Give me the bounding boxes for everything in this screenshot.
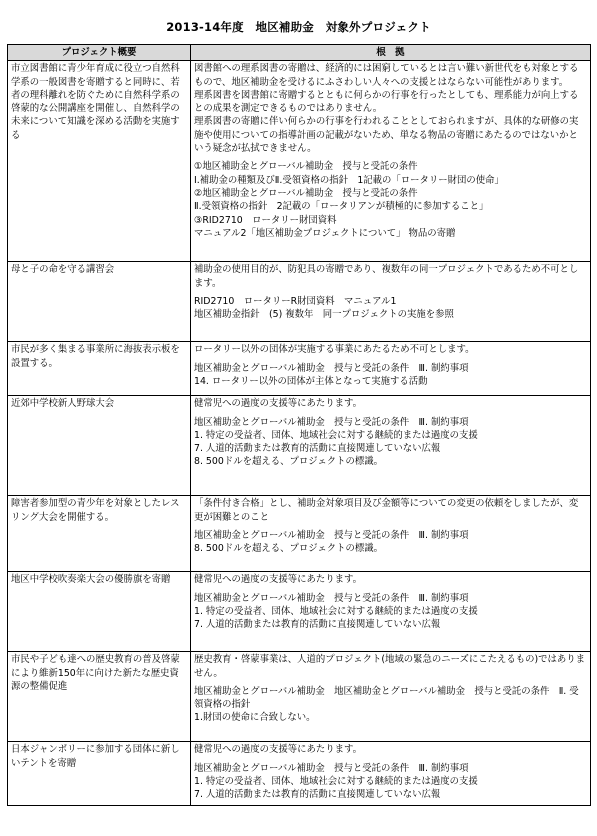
reason-line: 8. 500ドルを超える、プロジェクトの標識。 — [194, 456, 384, 468]
reason-line: 地区補助金とグローバル補助金 授与と受託の条件 Ⅲ. 制約事項 — [194, 592, 469, 604]
table-row — [8, 61, 591, 262]
reason-line: 健常児への過度の支援等にあたります。 — [194, 744, 363, 756]
reason-line: ③RID2710 ロータリー財団資料 — [194, 214, 337, 226]
reason-cell — [191, 742, 591, 806]
table-header-row — [8, 45, 591, 61]
table-row — [8, 396, 591, 496]
reason-cell — [191, 572, 591, 652]
reason-line: 7. 人道的活動または教育的活動に直接関連していない広報 — [194, 789, 441, 801]
reason-cell — [191, 496, 591, 572]
reason-cell — [191, 342, 591, 396]
reason-line: 地区補助金指針 (5) 複数年 同一プロジェクトの実施を参照 — [194, 309, 454, 321]
projects-table — [7, 44, 591, 806]
project-summary-cell: 障害者参加型の青少年を対象としたレスリング大会を開催する。 — [8, 496, 191, 572]
reason-line: 地区補助金とグローバル補助金 授与と受託の条件 Ⅲ. 制約事項 — [194, 529, 469, 541]
reason-line: 7. 人道的活動または教育的活動に直接関連していない広報 — [194, 443, 441, 455]
page-title: 2013-14年度 地区補助金 対象外プロジェクト — [166, 20, 431, 34]
table-row — [8, 652, 591, 742]
reason-line: 歴史教育・啓蒙事業は、人道的プロジェクト(地域の緊急のニーズにこたえるもの)ではありません。 — [194, 654, 586, 679]
header-project: プロジェクト概要 — [8, 45, 191, 61]
table-row — [8, 572, 591, 652]
table-row — [8, 342, 591, 396]
reason-line: 地区補助金とグローバル補助金 授与と受託の条件 Ⅲ. 制約事項 — [194, 762, 469, 774]
reason-line: ②地区補助金とグローバル補助金 授与と受託の条件 — [194, 187, 418, 199]
reason-line: RID2710 ロータリーR財団資料 マニュアル1 — [194, 295, 397, 307]
project-summary-cell: 市民や子ども達への歴史教育の普及啓蒙により維新150年に向けた新たな歴史資源の整備促進 — [8, 652, 191, 742]
table-row — [8, 262, 591, 342]
reason-line: 「条件付き合格」とし、補助金対象項目及び金額等についての変更の依頼をしましたが、変更が困難とのこと — [194, 498, 579, 523]
reason-line: マニュアル2「地区補助金プロジェクトについて」 物品の寄贈 — [194, 227, 456, 239]
reason-line: 地区補助金とグローバル補助金 授与と受託の条件 Ⅲ. 制約事項 — [194, 416, 469, 428]
reason-line: 7. 人道的活動または教育的活動に直接関連していない広報 — [194, 619, 441, 631]
reason-line: 14. ロータリー以外の団体が主体となって実施する活動 — [194, 375, 428, 387]
project-summary-cell: 近郊中学校新人野球大会 — [8, 396, 191, 496]
reason-line: 健常児への過度の支援等にあたります。 — [194, 574, 363, 586]
reason-line: 1. 特定の受益者、団体、地域社会に対する継続的または過度の支援 — [194, 605, 478, 617]
reason-line: ロータリー以外の団体が実施する事業にあたるため不可とします。 — [194, 344, 475, 356]
reason-line: 理系図書を図書館に寄贈するとともに何らかの行事を行ったとしても、理系能力が向上するとの成果を測定できるものではありません。 — [194, 89, 579, 115]
header-reason: 根 拠 — [191, 45, 591, 61]
table-row — [8, 496, 591, 572]
reason-line: Ⅰ.補助金の種類及びⅡ.受領資格の指針 1記載の「ロータリー財団の使命」 — [194, 174, 504, 186]
reason-line: 1. 特定の受益者、団体、地域社会に対する継続的または過度の支援 — [194, 775, 478, 787]
reason-cell — [191, 652, 591, 742]
reason-line: ①地区補助金とグローバル補助金 授与と受託の条件 — [194, 161, 418, 173]
project-summary-cell: 地区中学校吹奏楽大会の優勝旗を寄贈 — [8, 572, 191, 652]
reason-cell — [191, 61, 591, 262]
project-summary-cell: 日本ジャンボリーに参加する団体に新しいテントを寄贈 — [8, 742, 191, 806]
project-summary-cell: 市立図書館に青少年育成に役立つ自然科学系の一般図書を寄贈すると同時に、若者の理科離れを防ぐために自然科学系の啓蒙的な公開講座を開催し、自然科学の未来について知識を深める活動を実施する — [8, 61, 191, 262]
reason-line: 8. 500ドルを超える、プロジェクトの標識。 — [194, 543, 384, 555]
reason-cell — [191, 396, 591, 496]
table-row — [8, 742, 591, 806]
reason-line: 地区補助金とグローバル補助金 地区補助金とグローバル補助金 授与と受託の条件 Ⅱ. 受領資格の指針 — [194, 685, 579, 711]
reason-line: 1.財団の使命に合致しない。 — [194, 712, 316, 724]
reason-line: 図書館への理系図書の寄贈は、経済的には困窮しているとは言い難い新世代をも対象とするもので、地区補助金を受けるにふさわしい人々への支援とはならない可能性があります。 — [194, 63, 579, 88]
reason-line: 理系図書の寄贈に伴い何らかの行事を行われることとしておられますが、具体的な研修の実施や使用についての指導計画の記載がないため、単なる物品の寄贈にあたるのではないかという疑念が払拭できません。 — [194, 116, 579, 155]
project-summary-cell: 母と子の命を守る講習会 — [8, 262, 191, 342]
reason-line: 健常児への過度の支援等にあたります。 — [194, 398, 363, 410]
reason-cell — [191, 262, 591, 342]
table-body — [8, 61, 591, 806]
reason-line: 1. 特定の受益者、団体、地域社会に対する継続的または過度の支援 — [194, 429, 478, 441]
project-summary-cell: 市民が多く集まる事業所に海抜表示板を設置する。 — [8, 342, 191, 396]
reason-line: 地区補助金とグローバル補助金 授与と受託の条件 Ⅲ. 制約事項 — [194, 362, 469, 374]
reason-line: Ⅱ.受領資格の指針 2記載の「ロータリアンが積極的に参加すること」 — [194, 201, 489, 213]
reason-line: 補助金の使用目的が、防犯具の寄贈であり、複数年の同一プロジェクトであるため不可とします。 — [194, 264, 579, 289]
